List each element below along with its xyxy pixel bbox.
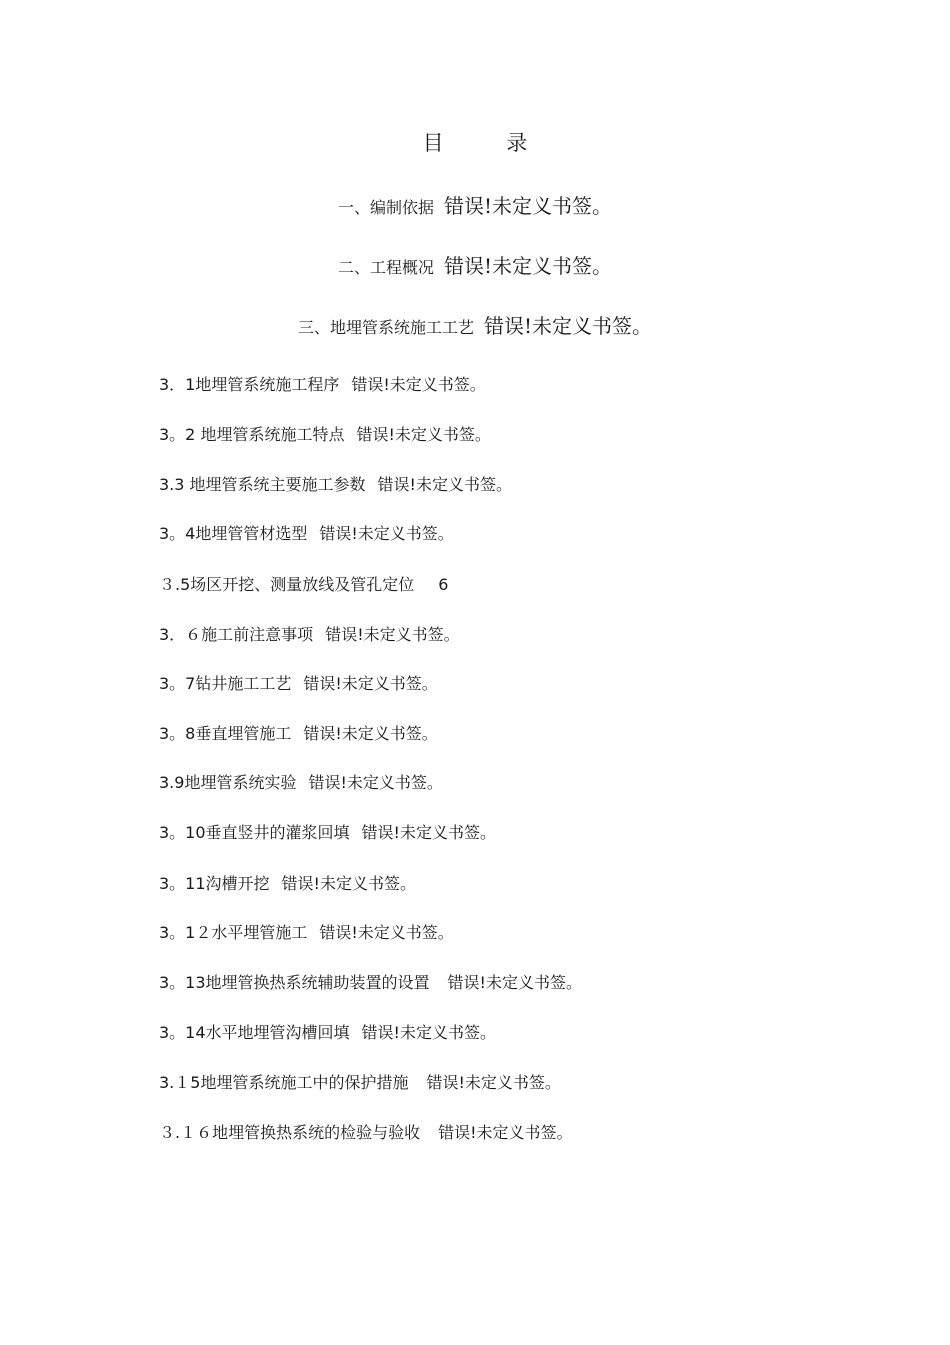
toc-entry-label: 3。14水平地埋管沟槽回填 [159,1023,350,1042]
toc-entry-label: 3。4地埋管管材选型 [159,524,308,543]
toc-entry-label: 3。11沟槽开挖 [159,874,270,893]
toc-entry-minor[interactable] [159,1020,496,1043]
toc-entry-major[interactable] [0,310,950,339]
toc-entry-ref: 错误!未定义书签。 [308,773,443,792]
toc-entry-minor[interactable] [159,920,454,943]
toc-entry-ref: 错误!未定义书签。 [356,425,491,444]
toc-entry-ref: 错误!未定义书签。 [361,1023,496,1042]
toc-entry-ref: 错误!未定义书签。 [281,874,416,893]
toc-entry-ref: 错误!未定义书签。 [319,524,454,543]
toc-entry-label: 一、编制依据 [337,198,434,217]
toc-entry-label: 三、地埋管系统施工工艺 [297,318,474,337]
toc-entry-ref: 6 [438,575,449,594]
toc-entry-minor[interactable] [159,1120,573,1143]
toc-entry-ref: 错误!未定义书签。 [443,254,613,278]
toc-entry-major[interactable] [0,250,950,279]
toc-entry-ref: 错误!未定义书签。 [438,1123,573,1142]
toc-entry-minor[interactable] [159,721,438,744]
toc-entry-minor[interactable] [159,820,496,843]
toc-entry-ref: 错误!未定义书签。 [361,823,496,842]
toc-entry-minor[interactable] [159,1070,561,1093]
toc-entry-label: 3.9地埋管系统实验 [159,773,297,792]
toc-entry-ref: 错误!未定义书签。 [483,314,653,338]
toc-entry-label: ３.5场区开挖、测量放线及管孔定位 [159,575,415,594]
toc-entry-ref: 错误!未定义书签。 [319,923,454,942]
toc-entry-ref: 错误!未定义书签。 [447,973,582,992]
toc-entry-label: 3.3 地埋管系统主要施工参数 [159,475,366,494]
toc-entry-minor[interactable] [159,770,443,793]
toc-entry-ref: 错误!未定义书签。 [303,674,438,693]
toc-entry-minor[interactable] [159,572,448,595]
toc-entry-minor[interactable] [159,521,454,544]
toc-entry-ref: 错误!未定义书签。 [351,375,486,394]
toc-entry-label: ３.１６地埋管换热系统的检验与验收 [159,1123,421,1142]
toc-title: 目 录 [422,131,556,155]
toc-entry-label: 3。13地埋管换热系统辅助装置的设置 [159,973,430,992]
toc-entry-minor[interactable] [159,970,582,993]
toc-entry-minor[interactable] [159,472,512,495]
toc-entry-minor[interactable] [159,372,486,395]
toc-entry-minor[interactable] [159,422,491,445]
toc-entry-label: 3.１5地埋管系统施工中的保护措施 [159,1073,409,1092]
toc-entry-label: 3。10垂直竖井的灌浆回填 [159,823,350,842]
toc-entry-minor[interactable] [159,622,460,645]
toc-entry-label: 二、工程概况 [337,258,434,277]
toc-entry-label: 3。2 地埋管系统施工特点 [159,425,345,444]
toc-entry-label: 3．1地埋管系统施工程序 [159,375,340,394]
toc-entry-ref: 错误!未定义书签。 [443,194,613,218]
toc-entry-minor[interactable] [159,871,416,894]
toc-entry-ref: 错误!未定义书签。 [426,1073,561,1092]
toc-entry-ref: 错误!未定义书签。 [325,625,460,644]
toc-entry-major[interactable] [0,190,950,219]
toc-entry-label: 3。8垂直埋管施工 [159,724,292,743]
toc-entry-label: 3．６施工前注意事项 [159,625,314,644]
toc-entry-label: 3。1２水平埋管施工 [159,923,308,942]
toc-entry-label: 3。7钻井施工工艺 [159,674,292,693]
toc-entry-minor[interactable] [159,671,438,694]
toc-entry-ref: 错误!未定义书签。 [377,475,512,494]
toc-entry-ref: 错误!未定义书签。 [303,724,438,743]
